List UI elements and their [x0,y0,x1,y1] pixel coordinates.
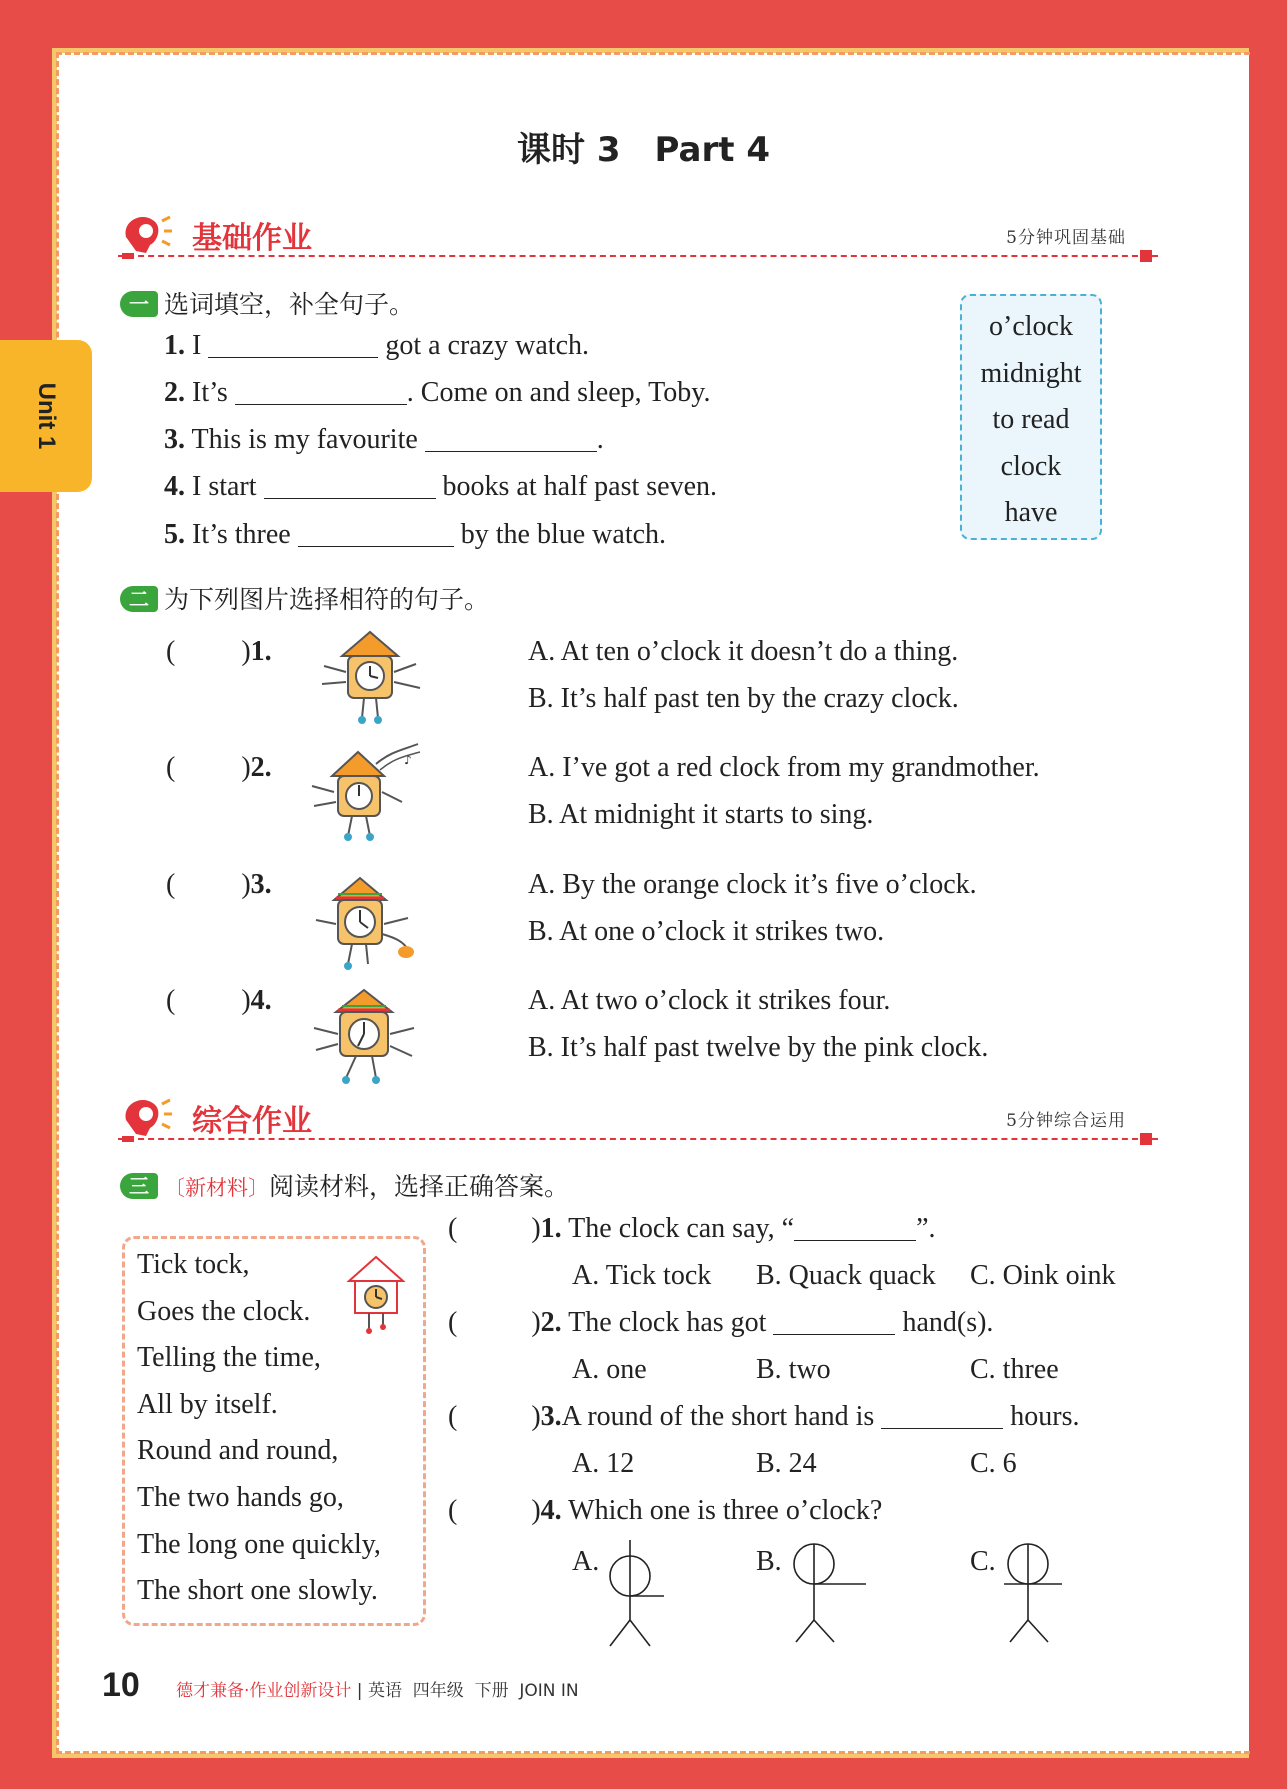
poem-line: All by itself. [137,1389,278,1420]
option-a: A. [572,1546,600,1577]
answer-paren[interactable]: ( )2. [166,752,272,783]
option-b: B. [756,1546,782,1577]
exercise-number: 三 [120,1173,158,1199]
exercise-1-heading [120,285,414,321]
new-material-tag: 〔新材料〕 [164,1176,269,1200]
option-b: B. At one o’clock it strikes two. [528,916,885,947]
divider [118,1138,1158,1140]
cuckoo-clock-icon [312,626,430,726]
question-1: ( )1. The clock can say, “ ”. [448,1213,936,1244]
striking-clock-icon [312,872,430,972]
option-c: C. 6 [970,1448,1017,1479]
question-4: ( )4. Which one is three o’clock? [448,1495,883,1526]
option-c: C. three [970,1354,1059,1385]
answer-blank[interactable] [264,497,436,499]
option-b: B. It’s half past twelve by the pink clock. [528,1032,989,1063]
word-option: clock [1000,450,1062,482]
unit-tab: Unit 1 [0,340,92,492]
divider [118,255,1158,257]
word-option: have [1004,497,1058,528]
option-b: B. At midnight it starts to sing. [528,799,874,830]
exercise-instruction: 选词填空，补全句子。 [164,290,415,319]
option-b: B. 24 [756,1448,817,1479]
fill-item: 2. It’s . Come on and sleep, Toby. [164,377,711,408]
footer-info: 德才兼备·作业创新设计 | 英语 四年级 下册 JOIN IN [176,1681,579,1701]
divider-end [1140,1133,1152,1145]
option-c: C. [970,1546,996,1577]
section-hint: 5分钟综合运用 [1006,1111,1126,1131]
exercise-number: 一 [120,291,158,317]
fill-item: 5. It’s three by the blue watch. [164,519,667,550]
section-hint: 5分钟巩固基础 [1006,228,1126,248]
pink-clock-icon [306,988,424,1088]
poem-line: Tick tock, [137,1249,250,1280]
section-title: 综合作业 [192,1104,312,1139]
fill-item: 4. I start books at half past seven. [164,471,718,502]
exercise-2-heading [120,580,489,616]
answer-paren[interactable]: ( )1. [166,636,272,667]
section-comprehensive-header [118,1090,1158,1146]
stick-clock-a-icon [600,1540,670,1652]
reading-poem [122,1236,426,1626]
option-a: A. 12 [572,1448,635,1479]
exercise-instruction: 阅读材料，选择正确答案。 [269,1172,570,1201]
answer-blank[interactable] [794,1239,916,1241]
answer-blank[interactable] [298,545,454,547]
poem-line: The two hands go, [137,1482,344,1513]
section-title: 基础作业 [192,221,312,256]
stick-clock-b-icon [790,1540,870,1652]
option-a: A. Tick tock [572,1260,712,1291]
word-option: o’clock [989,311,1073,342]
singing-clock-icon [306,742,424,842]
answer-blank[interactable] [235,403,407,405]
poem-line: The short one slowly. [137,1575,378,1606]
option-a: A. At ten o’clock it doesn’t do a thing. [528,636,959,667]
answer-blank[interactable] [208,356,378,358]
option-a: A. one [572,1354,647,1385]
option-c: C. Oink oink [970,1260,1116,1291]
section-basic-header [118,207,1158,263]
word-bank [960,294,1102,540]
option-a: A. By the orange clock it’s five o’clock. [528,869,977,900]
stick-clock-c-icon [1004,1540,1074,1652]
poem-line: The long one quickly, [137,1529,381,1560]
exercise-number: 二 [120,586,158,612]
question-2: ( )2. The clock has got hand(s). [448,1307,994,1338]
word-option: midnight [980,357,1082,389]
fill-item: 3. This is my favourite . [164,424,604,455]
answer-blank[interactable] [881,1427,1003,1429]
fill-item: 1. I got a crazy watch. [164,330,589,361]
option-a: A. At two o’clock it strikes four. [528,985,891,1016]
exercise-instruction: 为下列图片选择相符的句子。 [164,585,490,614]
word-option: to read [992,404,1070,435]
option-b: B. Quack quack [756,1260,936,1291]
divider-end [1140,250,1152,262]
answer-blank[interactable] [773,1333,895,1335]
page-number: 10 [102,1666,140,1704]
poem-line: Telling the time, [137,1342,321,1373]
svg-text:♪: ♪ [404,753,412,767]
poem-line: Goes the clock. [137,1296,311,1327]
poem-line: Round and round, [137,1435,339,1466]
option-b: B. It’s half past ten by the crazy clock. [528,683,959,714]
option-b: B. two [756,1354,831,1385]
page-title: 课时 3 Part 4 [517,130,770,170]
question-3: ( )3.A round of the short hand is hours. [448,1401,1080,1432]
exercise-3-heading [120,1167,569,1203]
answer-paren[interactable]: ( )4. [166,985,272,1016]
clock-house-icon [341,1253,411,1335]
answer-blank[interactable] [425,450,597,452]
answer-paren[interactable]: ( )3. [166,869,272,900]
option-a: A. I’ve got a red clock from my grandmother. [528,752,1040,783]
